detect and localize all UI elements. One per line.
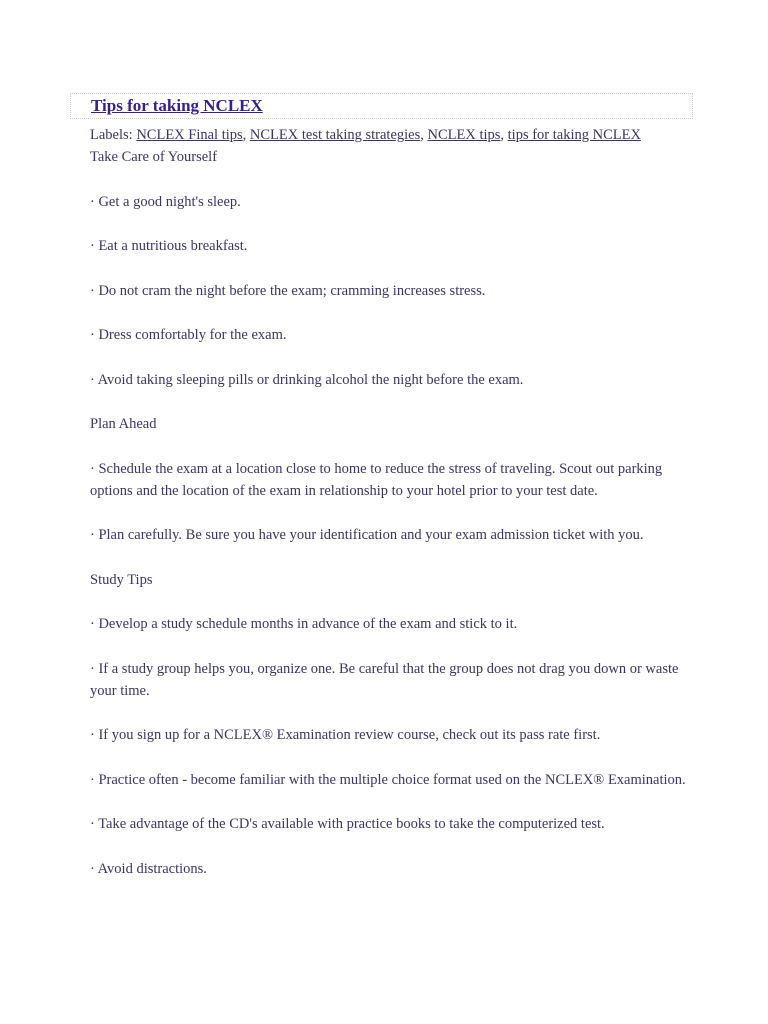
tip-paragraph: · Schedule the exam at a location close to home to reduce the stress of traveling. Scout out parking options and the location of the exam in relationship to your hotel prior to your test date. xyxy=(90,460,663,499)
tip-paragraph: · Plan carefully. Be sure you have your identification and your exam admission ticket with you. xyxy=(90,527,644,543)
tip-paragraph: · If a study group helps you, organize one. Be careful that the group does not drag you down or waste your time. xyxy=(90,660,679,699)
label-link-nclex-test-taking-strategies[interactable]: NCLEX test taking strategies xyxy=(249,127,421,143)
section-heading-plan-ahead: Plan Ahead xyxy=(90,416,157,432)
labels-line xyxy=(90,124,690,146)
tip-paragraph: · Do not cram the night before the exam; cramming increases stress. xyxy=(90,282,486,299)
label-link-nclex-tips[interactable]: NCLEX tips xyxy=(427,127,501,143)
labels-prefix: Labels: xyxy=(90,127,137,143)
section-heading-study-tips: Study Tips xyxy=(90,571,153,588)
post-body xyxy=(90,124,690,902)
post-title-link[interactable]: Tips for taking NCLEX xyxy=(91,96,263,115)
section-heading-take-care: Take Care of Yourself xyxy=(90,149,218,165)
tip-paragraph: · Avoid distractions. xyxy=(90,860,207,877)
tip-paragraph: · Dress comfortably for the exam. xyxy=(90,327,287,343)
label-link-nclex-final-tips[interactable]: NCLEX Final tips xyxy=(136,127,243,143)
label-separator: , xyxy=(500,127,508,143)
tip-paragraph: · Practice often - become familiar with the multiple choice format used on the NCLEX® Examination. xyxy=(90,771,686,788)
label-link-tips-for-taking-nclex[interactable]: tips for taking NCLEX xyxy=(507,127,641,143)
tip-paragraph: · If you sign up for a NCLEX® Examination review course, check out its pass rate first. xyxy=(90,727,601,743)
tip-paragraph: · Avoid taking sleeping pills or drinking alcohol the night before the exam. xyxy=(90,371,524,388)
tip-paragraph: · Get a good night's sleep. xyxy=(90,193,241,210)
post-title-box xyxy=(70,93,693,119)
tip-paragraph: · Eat a nutritious breakfast. xyxy=(90,238,248,254)
label-separator: , xyxy=(420,127,428,143)
tip-paragraph: · Develop a study schedule months in advance of the exam and stick to it. xyxy=(90,616,518,632)
tip-paragraph: · Take advantage of the CD's available with practice books to take the computerized test. xyxy=(90,816,605,832)
label-separator: , xyxy=(242,127,250,143)
